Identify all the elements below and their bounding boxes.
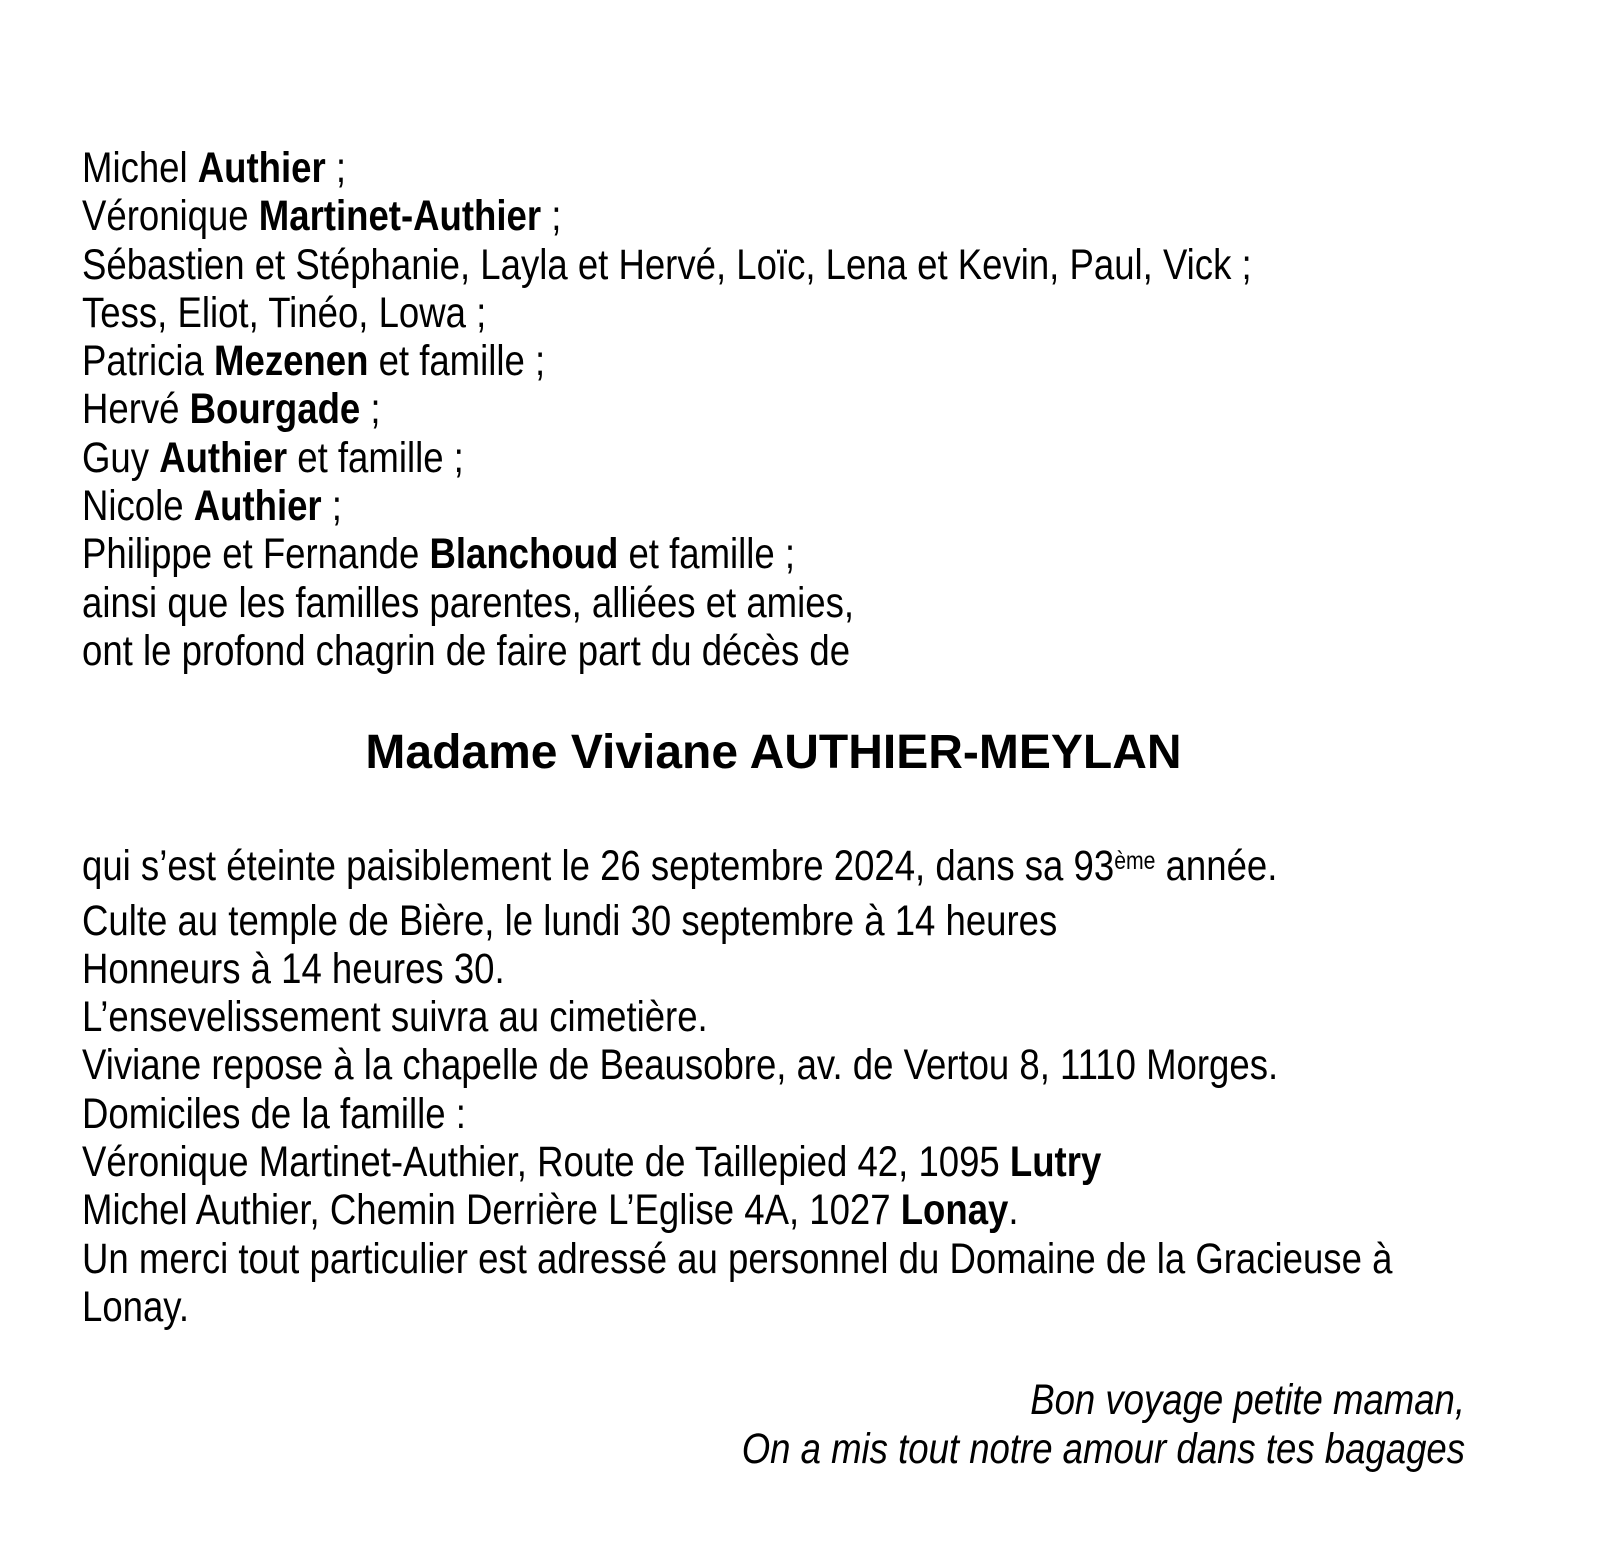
- text-segment: Véronique: [82, 192, 259, 241]
- intro-line: [82, 289, 1258, 337]
- text-segment: Philippe et Fernande: [82, 530, 430, 579]
- intro-line: [82, 627, 1258, 675]
- text-segment: Culte au temple de Bière, le lundi 30 septembre à 14 heures: [82, 896, 1058, 945]
- farewell-line: On a mis tout notre amour dans tes bagages: [741, 1424, 1465, 1473]
- text-segment: Michel: [82, 144, 198, 192]
- text-segment: L’ensevelissement suivra au cimetière.: [82, 993, 708, 1042]
- text-segment: Patricia: [82, 337, 215, 386]
- bold-text-segment: Authier: [159, 433, 288, 482]
- details-line: [82, 945, 1258, 993]
- bold-text-segment: Lonay: [900, 1186, 1009, 1235]
- details-line: [82, 1090, 1258, 1138]
- text-segment: Michel Authier, Chemin Derrière L’Eglise 4A, 1027: [82, 1186, 901, 1235]
- text-segment: qui s’est éteinte paisiblement le 26 septembre 2024, dans sa 93: [82, 842, 1115, 891]
- details-line: [82, 1234, 1393, 1283]
- details-line: [82, 1283, 1258, 1331]
- text-segment: Domiciles de la famille :: [82, 1089, 466, 1138]
- text-segment: ;: [541, 192, 562, 241]
- intro-line: [82, 530, 1258, 578]
- text-segment: ont le profond chagrin de faire part du décès de: [82, 626, 851, 675]
- text-segment: Lonay.: [82, 1282, 190, 1331]
- intro-line: [82, 434, 1258, 482]
- details-line: [82, 842, 1278, 896]
- intro-line: [82, 579, 1258, 627]
- text-segment: année.: [1155, 842, 1278, 891]
- details-line: [82, 993, 1258, 1041]
- intro-line: [82, 337, 1258, 385]
- details-line: [82, 1186, 1258, 1234]
- superscript-segment: ème: [1114, 847, 1156, 876]
- intro-line: [82, 241, 1258, 289]
- text-segment: Viviane repose à la chapelle de Beausobre, av. de Vertou 8, 1110 Morges.: [82, 1041, 1279, 1090]
- bold-text-segment: Authier: [197, 144, 326, 192]
- text-segment: et famille ;: [368, 337, 546, 386]
- bold-text-segment: Authier: [193, 482, 322, 531]
- text-segment: ainsi que les familles parentes, alliées et amies,: [82, 578, 854, 627]
- details-line: [82, 1138, 1258, 1186]
- farewell-line: Bon voyage petite maman,: [1030, 1376, 1465, 1425]
- text-segment: Un merci tout particulier est adressé au personnel du Domaine de la Gracieuse à: [82, 1234, 1393, 1283]
- text-segment: .: [1008, 1186, 1019, 1235]
- intro-line: [82, 192, 1258, 240]
- text-segment: Sébastien et Stéphanie, Layla et Hervé, Loïc, Lena et Kevin, Paul, Vick ;: [82, 240, 1252, 289]
- text-segment: et famille ;: [287, 433, 464, 482]
- text-segment: Hervé: [82, 385, 190, 434]
- text-segment: et famille ;: [618, 530, 796, 579]
- farewell-message: [289, 1376, 1465, 1473]
- text-segment: ;: [360, 385, 381, 434]
- details-line: [82, 1041, 1279, 1090]
- deceased-name-title: Madame Viviane AUTHIER-MEYLAN: [365, 726, 1182, 780]
- text-segment: Honneurs à 14 heures 30.: [82, 944, 505, 993]
- text-segment: Guy: [82, 433, 160, 482]
- bold-text-segment: Lutry: [1009, 1138, 1102, 1187]
- family-list-section: [82, 144, 1258, 675]
- bold-text-segment: Bourgade: [189, 385, 361, 434]
- intro-line: [82, 385, 1258, 433]
- intro-line: [82, 482, 1258, 530]
- text-segment: Véronique Martinet-Authier, Route de Taillepied 42, 1095: [82, 1138, 1010, 1187]
- text-segment: ;: [325, 144, 347, 192]
- text-segment: Tess, Eliot, Tinéo, Lowa ;: [82, 288, 487, 337]
- text-segment: ;: [321, 482, 342, 531]
- bold-text-segment: Martinet-Authier: [258, 192, 542, 241]
- bold-text-segment: Blanchoud: [429, 530, 619, 579]
- details-line: [82, 897, 1258, 945]
- bold-text-segment: Mezenen: [214, 337, 369, 386]
- text-segment: Nicole: [82, 482, 194, 531]
- ceremony-details-section: [82, 842, 1393, 1331]
- intro-line: [82, 144, 1258, 192]
